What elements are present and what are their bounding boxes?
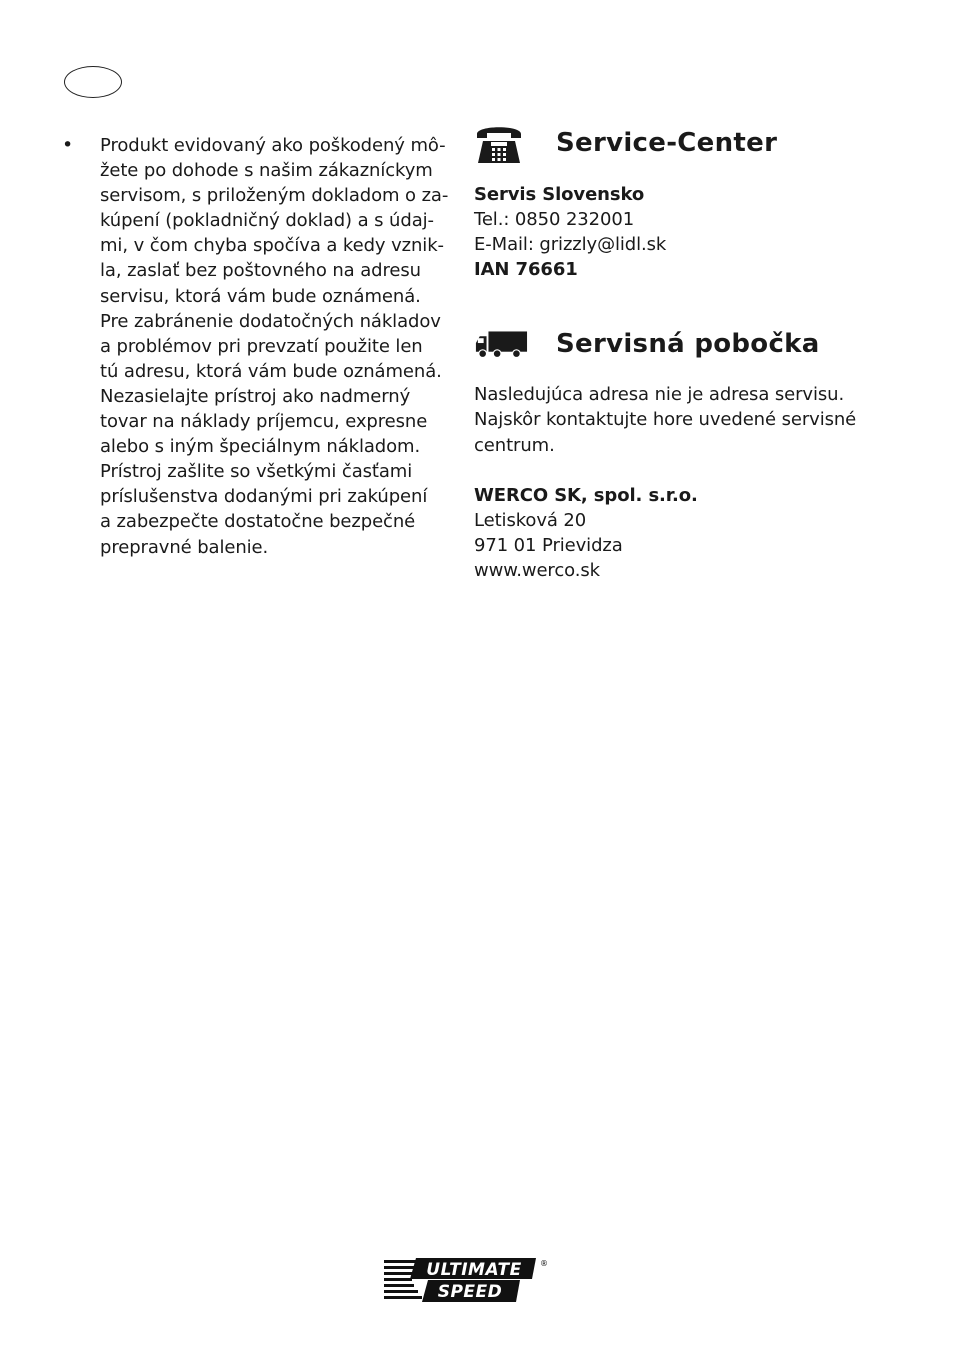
text-line: mi, v čom chyba spočíva a kedy vznik- xyxy=(100,235,444,257)
text-line: žete po dohode s našim zákazníckym xyxy=(100,160,433,182)
text-line: Pre zabránenie dodatočných nákladov xyxy=(100,310,441,332)
branch-note-line: Najskôr kontaktujte hore uvedené servisné xyxy=(474,409,857,431)
branch-website: www.werco.sk xyxy=(474,559,600,581)
service-phone: Tel.: 0850 232001 xyxy=(474,209,635,231)
text-line: servisom, s priloženým dokladom o za- xyxy=(100,185,449,207)
logo-registered-mark: ® xyxy=(540,1259,548,1268)
text-line: prepravné balenie. xyxy=(100,536,269,558)
telephone-icon xyxy=(474,121,528,165)
service-ian: IAN 76661 xyxy=(474,259,578,281)
warranty-paragraph xyxy=(100,133,448,560)
ultimate-speed-logo xyxy=(380,1254,548,1306)
logo-text-speed: SPEED xyxy=(437,1282,503,1302)
bullet-marker: • xyxy=(62,134,74,156)
branch-heading xyxy=(474,319,894,369)
branch-street: Letisková 20 xyxy=(474,509,587,531)
branch-note-line: Nasledujúca adresa nie je adresa servisu. xyxy=(474,384,845,406)
service-center-heading xyxy=(474,118,894,168)
text-line: la, zaslať bez poštovného na adresu xyxy=(100,260,421,282)
service-company: Servis Slovensko xyxy=(474,184,645,205)
text-line: alebo s iným špeciálnym nákladom. xyxy=(100,436,421,458)
text-line: Produkt evidovaný ako poškodený mô- xyxy=(100,135,446,156)
truck-icon xyxy=(474,322,528,366)
text-line: kúpení (pokladničný doklad) a s údaj- xyxy=(100,210,434,232)
service-center-title: Service-Center xyxy=(556,128,778,158)
text-line: a problémov pri prevzatí použite len xyxy=(100,335,423,357)
text-line: Prístroj zašlite so všetkými časťami xyxy=(100,461,413,483)
branch-city: 971 01 Prievidza xyxy=(474,534,623,556)
bullet-item xyxy=(62,133,452,560)
branch-note-line: centrum. xyxy=(474,434,555,456)
service-column xyxy=(474,118,894,583)
text-line: tovar na náklady príjemcu, expresne xyxy=(100,411,428,433)
branch-company: WERCO SK, spol. s.r.o. xyxy=(474,484,698,506)
service-email: E-Mail: grizzly@lidl.sk xyxy=(474,234,667,256)
text-line: príslušenstva dodanými pri zakúpení xyxy=(100,486,428,508)
text-line: tú adresu, ktorá vám bude oznámená. xyxy=(100,360,442,382)
branch-title: Servisná pobočka xyxy=(556,329,820,360)
language-badge xyxy=(64,66,122,98)
text-line: Nezasielajte prístroj ako nadmerný xyxy=(100,385,411,407)
text-line: a zabezpečte dostatočne bezpečné xyxy=(100,511,416,533)
logo-text-ultimate: ULTIMATE xyxy=(426,1260,522,1280)
text-line: servisu, ktorá vám bude oznámená. xyxy=(100,285,421,307)
warranty-text-column xyxy=(62,133,452,560)
